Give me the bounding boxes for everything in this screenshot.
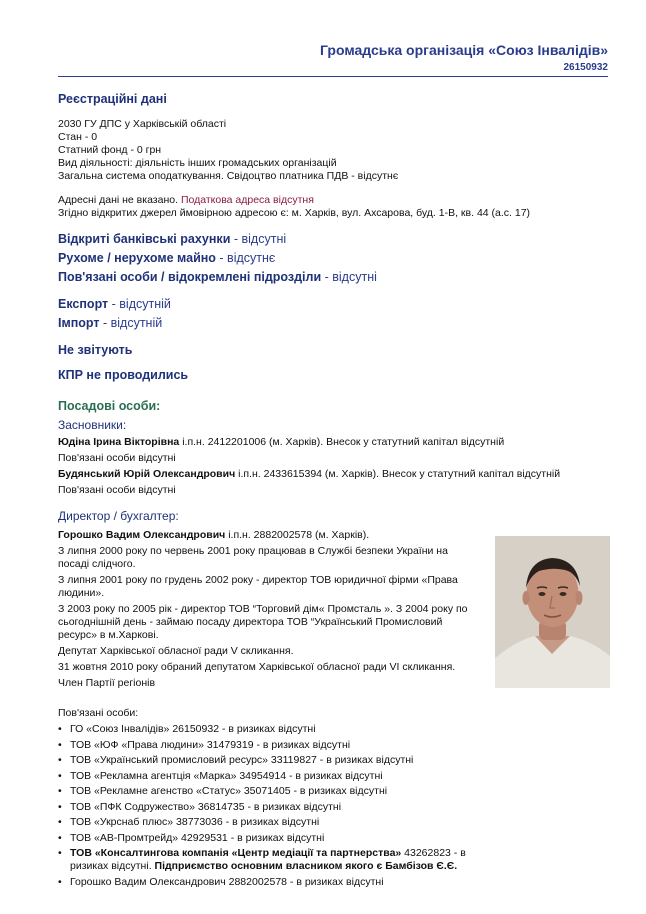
founder-details: і.п.н. 2433615394 (м. Харків). Внесок у статутний капітал відсутній bbox=[238, 468, 561, 480]
list-item bbox=[58, 770, 610, 783]
trade-export bbox=[58, 295, 610, 314]
list-item-text: ТОВ «Укрснаб плюс» 38773036 - в ризиках відсутні bbox=[70, 816, 320, 828]
list-item-text: ГО «Союз Інвалідів» 26150932 - в ризиках відсутні bbox=[70, 723, 316, 735]
asset-value: - відсутні bbox=[233, 232, 287, 246]
no-reports: Не звітують bbox=[58, 343, 133, 357]
bio-entry: 31 жовтня 2010 року обраний депутатом Харківської обласної ради VI скликання. bbox=[58, 661, 456, 673]
list-item bbox=[58, 847, 490, 873]
director-id-line bbox=[58, 529, 478, 542]
trade-import bbox=[58, 314, 610, 333]
founder-row bbox=[58, 468, 610, 481]
list-item-text: 43262823 - в ризиках відсутні. bbox=[70, 847, 466, 872]
officials-heading: Посадові особи: bbox=[58, 399, 161, 413]
list-item-text: ТОВ «ЮФ «Права людини» 31479319 - в ризиках відсутні bbox=[70, 738, 351, 751]
bullet: • bbox=[58, 875, 62, 888]
trade-label: Експорт bbox=[58, 297, 109, 311]
address-line bbox=[58, 194, 610, 207]
bio-entry: Член Партії регіонів bbox=[58, 677, 156, 689]
list-item-text: ТОВ «Український промисловий ресурс» 33119827 - в ризиках відсутні bbox=[70, 754, 414, 766]
org-code: 26150932 bbox=[563, 62, 608, 73]
address-missing: Податкова адреса відсутня bbox=[180, 194, 314, 206]
trade-value: - відсутній bbox=[111, 297, 171, 311]
founder-row bbox=[58, 436, 610, 449]
list-item bbox=[58, 785, 610, 798]
list-item bbox=[58, 876, 610, 889]
director-name: Горошко Вадим Олександрович bbox=[58, 529, 226, 541]
founder-related: Пов'язані особи відсутні bbox=[58, 484, 176, 496]
bullet: • bbox=[58, 769, 62, 782]
asset-bank bbox=[58, 230, 610, 249]
content bbox=[58, 92, 610, 891]
org-title: Громадська організація «Союз Інвалідів» bbox=[320, 42, 608, 58]
list-item-text: ТОВ «Рекламна агентція «Марка» 34954914 - в ризиках відсутні bbox=[70, 769, 383, 782]
bullet: • bbox=[58, 723, 62, 735]
header-divider bbox=[58, 76, 608, 77]
list-item-text: ТОВ «АВ-Промтрейд» 42929531 - в ризиках відсутні bbox=[70, 831, 325, 844]
list-item bbox=[58, 801, 610, 814]
founder-details: і.п.н. 2412201006 (м. Харків). Внесок у статутний капітал відсутній bbox=[182, 436, 505, 448]
list-item bbox=[58, 739, 610, 752]
kpr-status: КПР не проводились bbox=[58, 368, 189, 382]
founder-name: Будянський Юрій Олександрович bbox=[58, 468, 236, 480]
address-prefix: Адресні дані не вказано. bbox=[58, 194, 179, 206]
related-heading: Пов'язані особи: bbox=[58, 707, 139, 719]
director-bio bbox=[58, 529, 478, 690]
list-item-text: Горошко Вадим Олександрович 2882002578 - в ризиках відсутні bbox=[70, 875, 384, 888]
list-item-text: ТОВ «ПФК Содружество» 36814735 - в ризиках відсутні bbox=[70, 800, 342, 813]
asset-label: Відкриті банківські рахунки bbox=[58, 232, 231, 246]
director-id: і.п.н. 2882002578 (м. Харків). bbox=[228, 529, 370, 541]
bullet: • bbox=[58, 785, 62, 797]
asset-value: - відсутнє bbox=[219, 251, 276, 265]
bullet: • bbox=[58, 847, 62, 859]
bullet: • bbox=[58, 738, 62, 751]
bio-entry: З 2003 року по 2005 рік - директор ТОВ “Торговий дім« Промсталь ». З 2004 року по сьогоднішній день - займаю посаду директора ТОВ “Український Промисловий ресурс» в м.Харкові. bbox=[58, 603, 468, 641]
asset-related bbox=[58, 268, 610, 287]
director-heading: Директор / бухгалтер: bbox=[58, 509, 179, 523]
bullet: • bbox=[58, 831, 62, 844]
founders-heading: Засновники: bbox=[58, 418, 127, 432]
registration-line: 2030 ГУ ДПС у Харківській області bbox=[58, 118, 227, 130]
founder-name: Юдіна Ірина Вікторівна bbox=[58, 436, 180, 448]
registration-heading: Реєстраційні дані bbox=[58, 92, 167, 106]
list-item bbox=[58, 723, 610, 736]
list-item-company: ТОВ «Консалтингова компанія «Центр медіації та партнерства» bbox=[70, 847, 402, 859]
registration-line: Стан - 0 bbox=[58, 131, 98, 143]
bio-entry: З липня 2001 року по грудень 2002 року - директор ТОВ юридичної фірми «Права людини». bbox=[58, 574, 458, 599]
asset-label: Пов'язані особи / відокремлені підрозділи bbox=[58, 270, 322, 284]
list-item-text: ТОВ «Рекламне агенство «Статус» 35071405 - в ризиках відсутні bbox=[70, 785, 388, 797]
bio-entry: Депутат Харківської обласної ради V скликання. bbox=[58, 645, 294, 657]
bullet: • bbox=[58, 816, 62, 828]
list-item bbox=[58, 832, 610, 845]
founder-related: Пов'язані особи відсутні bbox=[58, 452, 176, 464]
director-photo bbox=[495, 536, 610, 688]
asset-label: Рухоме / нерухоме майно bbox=[58, 251, 216, 265]
related-list bbox=[58, 723, 610, 889]
registration-line: Вид діяльності: діяльність інших громадських організацій bbox=[58, 157, 337, 169]
bullet: • bbox=[58, 800, 62, 813]
registration-line: Статний фонд - 0 грн bbox=[58, 144, 162, 156]
asset-value: - відсутні bbox=[324, 270, 377, 284]
asset-property bbox=[58, 249, 610, 268]
bullet: • bbox=[58, 754, 62, 766]
bio-entry: З липня 2000 року по червень 2001 року працював в Службі безпеки України на посаді слідчого. bbox=[58, 545, 448, 570]
list-item bbox=[58, 754, 610, 767]
trade-value: - відсутній bbox=[102, 316, 163, 330]
portrait-image bbox=[495, 536, 610, 688]
list-item-owner-note: Підприємство основним власником якого є Бамбізов Є.Є. bbox=[154, 860, 458, 872]
address-open-sources: Згідно відкритих джерел ймовірною адресою є: м. Харків, вул. Ахсарова, буд. 1-В, кв. 44 (а.с. 17) bbox=[58, 207, 531, 219]
trade-label: Імпорт bbox=[58, 316, 100, 330]
registration-line: Загальна система оподаткування. Свідоцтво платника ПДВ - відсутнє bbox=[58, 170, 399, 182]
list-item bbox=[58, 816, 610, 829]
